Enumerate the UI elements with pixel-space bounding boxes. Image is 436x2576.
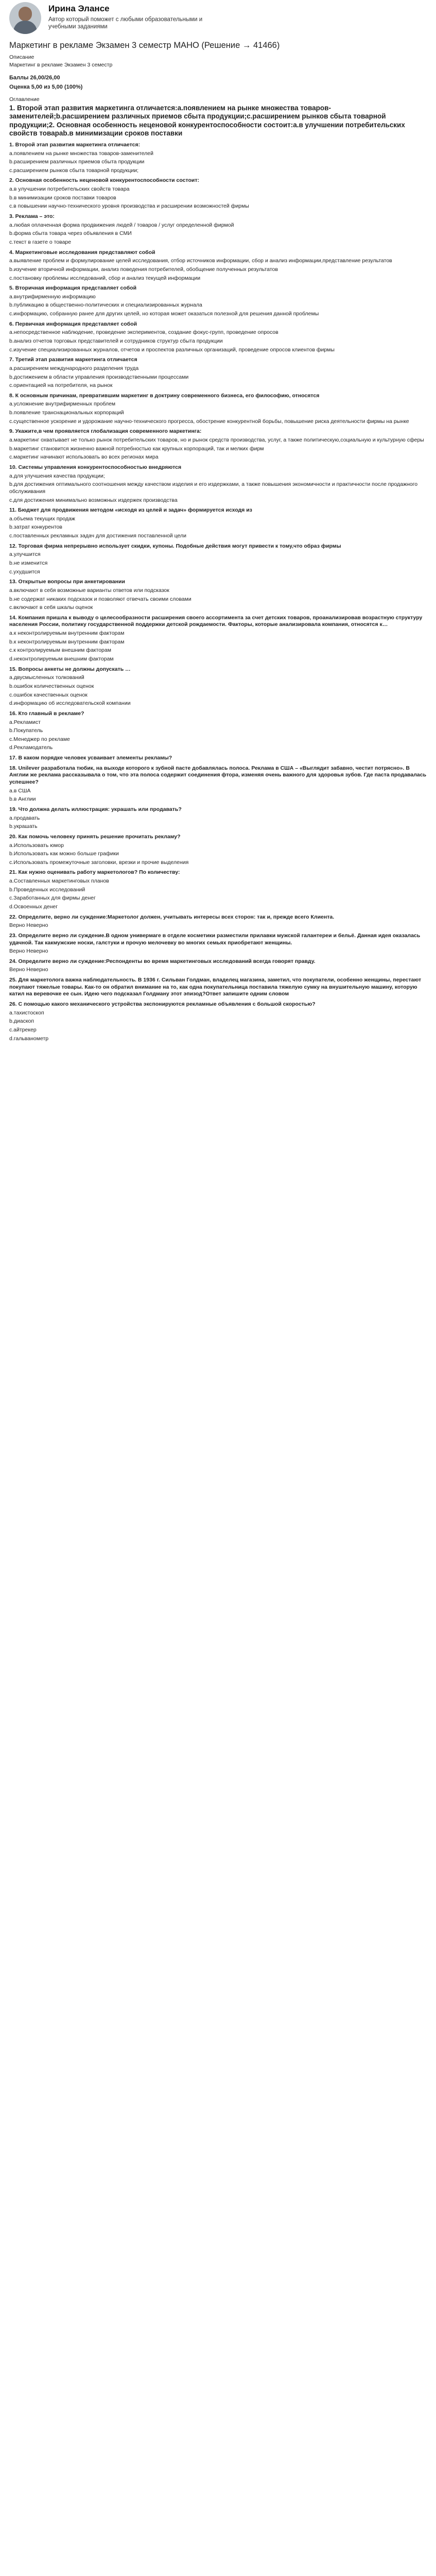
question-text: 3. Реклама – это: (9, 213, 55, 220)
question-text: 14. Компания пришла к выводу о целесообразности расширения своего ассортимента за счет детских товаров, проанализировав возрастную структуру населения России, политику государственной поддержки детской рождаемости. Факторы, которые анализировала компания, относятся к… (9, 614, 423, 628)
answer-option: c.поставленных рекламных задач для достижения поставленной цели (9, 533, 187, 539)
question-text: 1. Второй этап развития маркетинга отличается: (9, 141, 141, 148)
answer-option: а.непосредственное наблюдение, проведение экспериментов, создание фокус-групп, проведение опросов (9, 329, 278, 336)
question-block (9, 357, 427, 389)
answer-option: c.в повышении научно-технического уровня производства и расширении возможностей фирмы (9, 203, 249, 210)
answer-option: d.информацию об исследовательской компании (9, 700, 131, 707)
answer-option: а.двусмысленных толкований (9, 674, 84, 681)
question-block (9, 977, 427, 998)
author-name[interactable]: Ирина Элансе (48, 4, 110, 13)
question-text: 10. Системы управления конкурентоспособностью внедряются (9, 464, 182, 470)
question-text: 8. К основным причинам, превратившим маркетинг в доктрину современного бизнеса, его философию, относятся (9, 392, 320, 399)
answer-option: b.появление транснациональных корпораций (9, 410, 124, 416)
answer-option: b.маркетинг становится жизненно важной потребностью как крупных корпораций, так и мелких фирм (9, 445, 264, 452)
answer-option: b.анализ отчетов торговых представителей и сотрудников структур сбыта продукции (9, 337, 223, 344)
answer-option: Верно Неверно (9, 922, 48, 929)
answer-option: c.расширением рынков сбыта товарной продукции; (9, 167, 139, 174)
answer-option: а.включают в себя возможные варианты ответов или подсказок (9, 587, 169, 594)
document-title: Маркетинг в рекламе Экзамен 3 семестр МАНО (Решение → 41466) (9, 41, 280, 50)
answer-option: b.в минимизации сроков поставки товаров (9, 194, 116, 201)
answer-option: b.изучение вторичной информации, анализ поведения потребителей, обобщение полученных результатов (9, 266, 278, 273)
answer-option: b.украшать (9, 823, 38, 830)
question-text: 2. Основная особенность неценовой конкурентоспособности состоит: (9, 177, 199, 184)
answer-option: c.Использовать промежуточные заголовки, врезки и прочие выделения (9, 859, 189, 866)
question-text: 13. Открытые вопросы при анкетировании (9, 579, 125, 585)
answer-option: b.не изменится (9, 560, 48, 566)
answer-option: c.к контролируемым внешним факторам (9, 647, 111, 654)
question-text: 22. Определите, верно ли суждение:Маркетолог должен, учитывать интересы всех сторон: так и, прежде всего Клиента. (9, 913, 335, 920)
answer-option: а.Использовать юмор (9, 842, 64, 849)
question-block (9, 869, 427, 910)
answer-option: c.ориентацией на потребителя, на рынок (9, 382, 113, 389)
answer-option: b.для достижения оптимального соотношения между качеством изделия и его издержками, а также повышения экономичности и практичности после продажного обслуживания (9, 481, 418, 495)
question-text: 23. Определите верно ли суждение.В одном универмаге в отделе косметики разместили прилавки мужской галантереи и бельё. Данная идея оказалась удачной. Так какмужские носки, галстуки и прочую мелочевку во многих семьях приобретают женщины. (9, 932, 421, 946)
question-block (9, 543, 427, 576)
answer-option: b.форма сбыта товара через объявления в СМИ (9, 230, 132, 237)
questions-list (9, 142, 427, 1042)
answer-option: b.публикацию в общественно-политических и специализированных журнала (9, 302, 202, 309)
answer-option: а.появлением на рынке множества товаров-заменителей (9, 150, 153, 157)
question-block (9, 765, 427, 803)
answer-option: c.Менеджер по рекламе (9, 736, 70, 742)
author-avatar[interactable] (9, 2, 41, 34)
question-block (9, 914, 427, 929)
toc-heading: 1. Второй этап развития маркетинга отличается:а.появлением на рынке множества товаров-заменителей;b.расширением различных приемов сбыта продукции;с.расширением рынков сбыта товарной продукции;2. Основная особенность неценовой конкурентоспособности состоит:а.в улучшении потребительских свойств товараb.в минимизации сроков поставки (9, 104, 405, 137)
answer-option: c.включают в себя шкалы оценок (9, 604, 93, 611)
answer-option: c.айтрекер (9, 1026, 37, 1033)
question-block (9, 615, 427, 663)
answer-option: а.объема текущих продаж (9, 515, 75, 522)
answer-option: а.для улучшения качества продукции; (9, 472, 105, 479)
question-text: 4. Маркетинговые исследования представляют собой (9, 249, 155, 256)
question-text: 16. Кто главный в рекламе? (9, 710, 84, 717)
answer-option: Верно Неверно (9, 967, 48, 973)
answer-option: а.выявление проблем и формулирование целей исследования, отбор источников информации, сбор и анализ информации,представление результатов (9, 258, 392, 264)
answer-option: c.для достижения минимально возможных издержек производства (9, 497, 178, 503)
answer-option: b.ошибок количественных оценок (9, 683, 94, 689)
question-block (9, 710, 427, 752)
question-block (9, 213, 427, 246)
question-text: 7. Третий этап развития маркетинга отличается (9, 357, 137, 363)
answer-option: d.Освоенных денег (9, 903, 58, 910)
answer-option: а.в США (9, 787, 31, 794)
question-block (9, 834, 427, 867)
answer-option: а.продавать (9, 815, 40, 821)
question-block (9, 285, 427, 318)
question-text: 26. С помощью какого механического устройства экспонируются рекламные объявления с большой скоростью? (9, 1001, 316, 1008)
answer-option: а.усложнение внутрифирменных проблем (9, 401, 116, 408)
question-block (9, 666, 427, 707)
answer-option: b.к неконтролируемым внутренним факторам (9, 638, 125, 645)
answer-option: c.изучение специализированных журналов, отчетов и проспектов различных организаций, проведение опросов клиентов фирмы (9, 346, 335, 353)
question-block (9, 755, 427, 762)
question-text: 18. Unilever разработала тюбик, на выходе которого к зубной пасте добавлялась полоса. Реклама в США – «Выглядит забавно, честит потрясно». В Англии же реклама рассказывала о том, что эта полоса содержит соединения фтора, изменяя очень важного для здоровья зубов. Где паста продавалась успешнее? (9, 765, 427, 786)
answer-option: c.маркетинг начинают использовать во всех регионах мира (9, 454, 159, 461)
question-text: 20. Как помочь человеку принять решение прочитать рекламу? (9, 833, 181, 840)
toc-label: Оглавление (9, 96, 40, 103)
question-text: 5. Вторичная информация представляет собой (9, 285, 137, 292)
score: Баллы 26,00/26,00 (9, 74, 60, 81)
question-block (9, 393, 427, 426)
question-block (9, 1001, 427, 1042)
answer-option: b.затрат конкурентов (9, 524, 62, 531)
answer-option: c.информацию, собранную ранее для других целей, но которая может оказаться полезной для решения данной проблемы (9, 311, 319, 317)
question-text: 9. Укажите,в чем проявляется глобализация современного маркетинга: (9, 428, 202, 435)
answer-option: c.ухудшится (9, 568, 40, 575)
answer-option: а.любая оплаченная форма продвижения людей / товаров / услуг определенной фирмой (9, 222, 234, 228)
page (0, 0, 436, 1042)
grade: Оценка 5,00 из 5,00 (100%) (9, 84, 83, 91)
question-text: 6. Первичная информация представляет собой (9, 320, 137, 327)
question-text: 12. Торговая фирма непрерывно использует скидки, купоны. Подобные действия могут привести к тому,что образ фирмы (9, 543, 341, 549)
question-block (9, 142, 427, 175)
question-block (9, 428, 427, 461)
answer-option: а.улучшится (9, 551, 41, 558)
answer-option: d.Рекламодатель (9, 744, 53, 751)
author-info (48, 2, 223, 31)
description-text: Маркетинг в рекламе Экзамен 3 семестр (9, 62, 113, 69)
answer-option: b.Использовать как можно больше графики (9, 851, 119, 857)
answer-option: c.текст в газете о товаре (9, 239, 72, 245)
answer-option: b.в Англии (9, 796, 36, 803)
answer-option: b.расширением различных приемов сбыта продукции (9, 159, 145, 165)
answer-option: b.не содержат никаких подсказок и позволяют отвечать своими словами (9, 596, 191, 602)
question-block (9, 933, 427, 955)
answer-option: а.к неконтролируемым внутренним факторам (9, 630, 125, 637)
question-text: 15. Вопросы анкеты не должны допускать … (9, 666, 131, 672)
question-block (9, 806, 427, 831)
answer-option: Верно Неверно (9, 948, 48, 955)
question-block (9, 249, 427, 282)
answer-option: d.гальванометр (9, 1035, 49, 1042)
answer-option: а.внутрифирменную информацию (9, 293, 96, 300)
answer-option: а.тахистоскоп (9, 1009, 44, 1016)
answer-option: а.Рекламист (9, 719, 41, 725)
question-block (9, 958, 427, 974)
question-block (9, 177, 427, 210)
answer-option: а.Составленных маркетинговых планов (9, 878, 109, 885)
answer-option: b.Проведенных исследований (9, 886, 85, 893)
question-block (9, 464, 427, 504)
answer-option: b.диаскоп (9, 1018, 34, 1025)
answer-option: а.в улучшении потребительских свойств товара (9, 186, 130, 193)
author-header (9, 2, 427, 36)
author-description: Автор который поможет с любыми образовательными и учебными заданиями (48, 16, 203, 30)
question-text: 11. Бюджет для продвижения методом «исходя из целей и задач» формируется исходя из (9, 507, 252, 514)
answer-option: c.постановку проблемы исследований, сбор и анализ текущей информации (9, 275, 201, 281)
answer-option: d.неконтролируемым внешним факторам (9, 656, 114, 663)
question-text: 24. Определите верно ли суждение:Респонденты во время маркетинговых исследований всегда говорят правду. (9, 958, 316, 964)
description-label: Описание (9, 54, 34, 60)
question-text: 17. В каком порядке человек усваивает элементы рекламы? (9, 755, 172, 761)
answer-option: c.существенное ускорение и удорожание научно-технического прогресса, обострение конкурентной борьбы, повышение риска деятельности фирмы на рынке (9, 418, 409, 425)
question-text: 21. Как нужно оценивать работу маркетологов? По количеству: (9, 869, 180, 876)
answer-option: b.Покупатель (9, 727, 43, 734)
question-block (9, 579, 427, 612)
answer-option: c.Заработанных для фирмы денег (9, 895, 96, 902)
question-block (9, 321, 427, 354)
question-block (9, 507, 427, 540)
question-text: 19. Что должна делать иллюстрация: украшать или продавать? (9, 806, 182, 812)
answer-option: c.ошибок качественных оценок (9, 691, 88, 698)
answer-option: b.достижением в области управления производственными процессами (9, 374, 189, 380)
answer-option: а.маркетинг охватывает не только рынок потребительских товаров, но и рынок средств производства, услуг, а также политическую,социальную и культурную сферы (9, 437, 424, 444)
answer-option: а.расширением международного разделения труда (9, 365, 139, 371)
question-text: 25. Для маркетолога важна наблюдательность. В 1936 г. Сильван Голдман, владелец магазина, заметил, что покупатели, особенно женщины, перестают покупают тяжелые товары. Как-то он обратил внимание на то, как одна покупательница поставила тяжелую сумку на внушительную машину, которую катил на веревочке ее сын. Идею чего подсказал Голдману этот эпизод?Ответ запишите одним словом (9, 977, 422, 997)
